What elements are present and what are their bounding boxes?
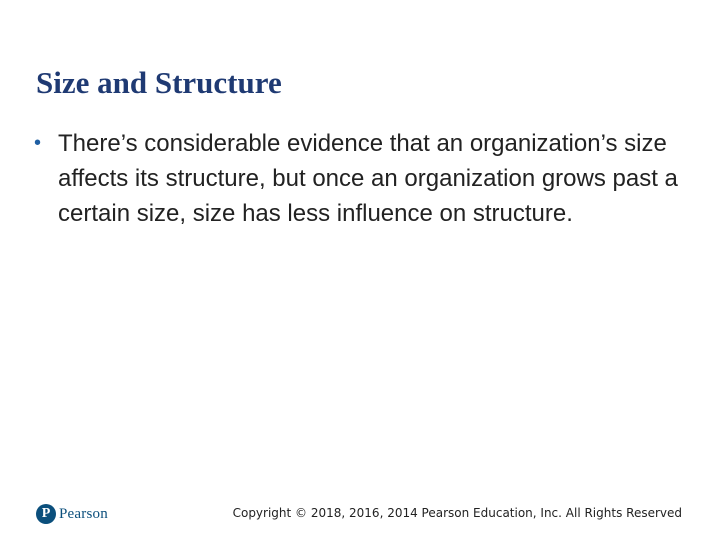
bullet-list [34,126,694,231]
slide-title: Size and Structure [36,65,282,100]
copyright-notice: Copyright © 2018, 2016, 2014 Pearson Education, Inc. All Rights Reserved [232,506,682,520]
bullet-marker: • [34,132,42,154]
bullet-text: There’s considerable evidence that an organization’s size affects its structure, but once an organization grows past a certain size, size has less influence on structure. [58,130,678,227]
pearson-logo-icon: P [36,504,56,524]
bullet-item [34,126,694,231]
pearson-logo [36,502,108,526]
pearson-logo-text: Pearson [59,505,108,522]
